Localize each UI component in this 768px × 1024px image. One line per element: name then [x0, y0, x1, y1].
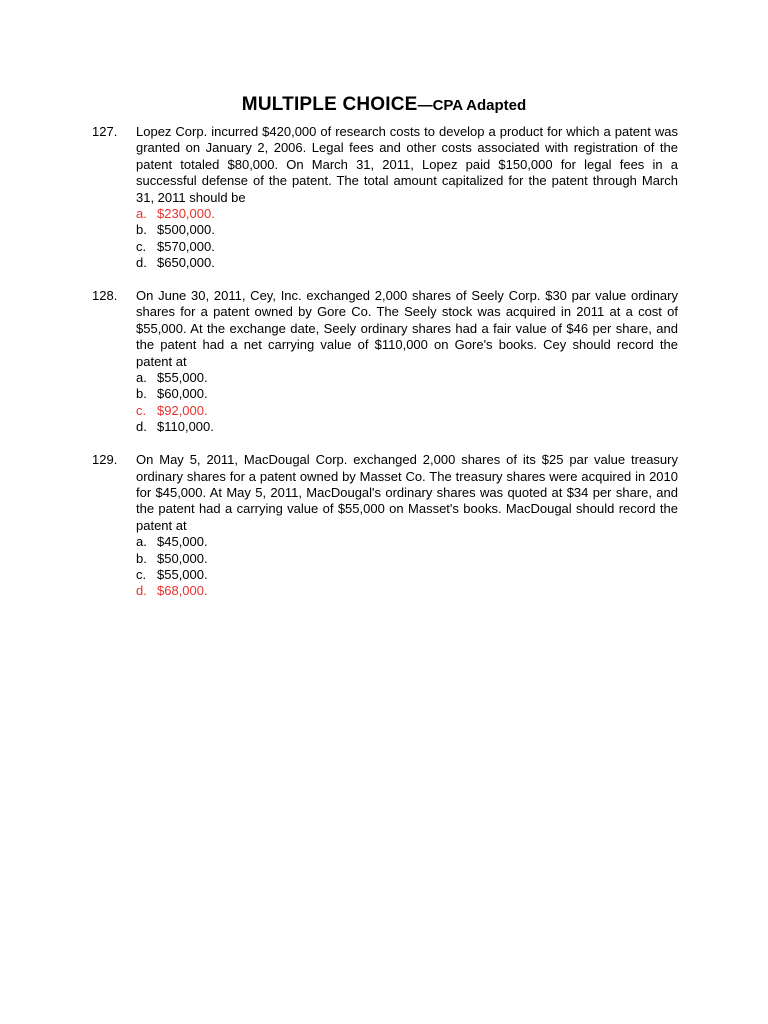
- option-letter: d.: [136, 255, 147, 271]
- option-text: $230,000.: [157, 206, 215, 222]
- option-text: $570,000.: [157, 238, 215, 254]
- option-b: [136, 386, 678, 402]
- option-b: [136, 551, 678, 567]
- option-letter: c.: [136, 402, 147, 418]
- option-a: [136, 206, 678, 222]
- page-title: [0, 92, 768, 119]
- option-text: $68,000.: [157, 583, 208, 599]
- title-main: MULTIPLE CHOICE: [241, 94, 418, 115]
- option-letter: b.: [136, 386, 147, 402]
- option-letter: d.: [136, 583, 147, 599]
- option-letter: c.: [136, 566, 147, 582]
- option-letter: b.: [136, 550, 147, 566]
- option-letter: a.: [136, 206, 147, 222]
- option-text: $55,000.: [157, 370, 208, 386]
- option-letter: d.: [136, 419, 147, 435]
- question-number: 127.: [92, 124, 118, 139]
- option-c: [136, 403, 678, 419]
- option-letter: a.: [136, 534, 147, 550]
- question-text: Lopez Corp. incurred $420,000 of research costs to develop a product for which a patent was granted on January 2, 2006. Legal fees and other costs associated with registration of the patent totaled $80,000. On March 31, 2011, Lopez paid $150,000 for legal fees in a successful defense of the patent. The total amount capitalized for the patent through March 31, 2011 should be: [136, 124, 678, 205]
- option-d: [136, 419, 678, 435]
- answer-options: [136, 370, 678, 436]
- title-subtitle: —CPA Adapted: [417, 97, 527, 114]
- option-text: $50,000.: [157, 550, 208, 566]
- question-text: On May 5, 2011, MacDougal Corp. exchanged 2,000 shares of its $25 par value treasury ordinary shares for a patent owned by Masset Co. The treasury shares were acquired in 2010 for $45,000. At May 5, 2011, MacDougal's ordinary shares was quoted at $34 per share, and the patent had a carrying value of $55,000 on Masset's books. MacDougal should record the patent at: [136, 452, 678, 533]
- option-text: $650,000.: [157, 255, 215, 271]
- question-number: 128.: [92, 288, 118, 304]
- option-text: $500,000.: [157, 222, 215, 238]
- option-text: $110,000.: [157, 419, 214, 435]
- option-d: [136, 255, 678, 271]
- question-127: [92, 124, 678, 272]
- question-text: On June 30, 2011, Cey, Inc. exchanged 2,000 shares of Seely Corp. $30 par value ordinary shares for a patent owned by Gore Co. The Seely stock was acquired in 2011 at a cost of $55,000. At the exchange date, Seely ordinary shares had a fair value of $46 per share, and the patent had a net carrying value of $110,000 on Gore's books. Cey should record the patent at: [136, 288, 678, 369]
- question-number: 129.: [92, 452, 118, 468]
- option-text: $92,000.: [157, 402, 208, 418]
- answer-options: [136, 206, 678, 272]
- question-128: [92, 288, 678, 436]
- option-b: [136, 222, 678, 238]
- option-a: [136, 370, 678, 386]
- option-a: [136, 534, 678, 550]
- option-letter: a.: [136, 370, 147, 386]
- option-letter: b.: [136, 222, 147, 238]
- question-list: [92, 124, 678, 616]
- option-text: $60,000.: [157, 386, 208, 402]
- option-c: [136, 567, 678, 583]
- question-129: [92, 452, 678, 600]
- option-text: $45,000.: [157, 534, 208, 550]
- option-c: [136, 239, 678, 255]
- option-letter: c.: [136, 238, 147, 254]
- option-text: $55,000.: [157, 566, 208, 582]
- answer-options: [136, 534, 678, 600]
- option-d: [136, 583, 678, 599]
